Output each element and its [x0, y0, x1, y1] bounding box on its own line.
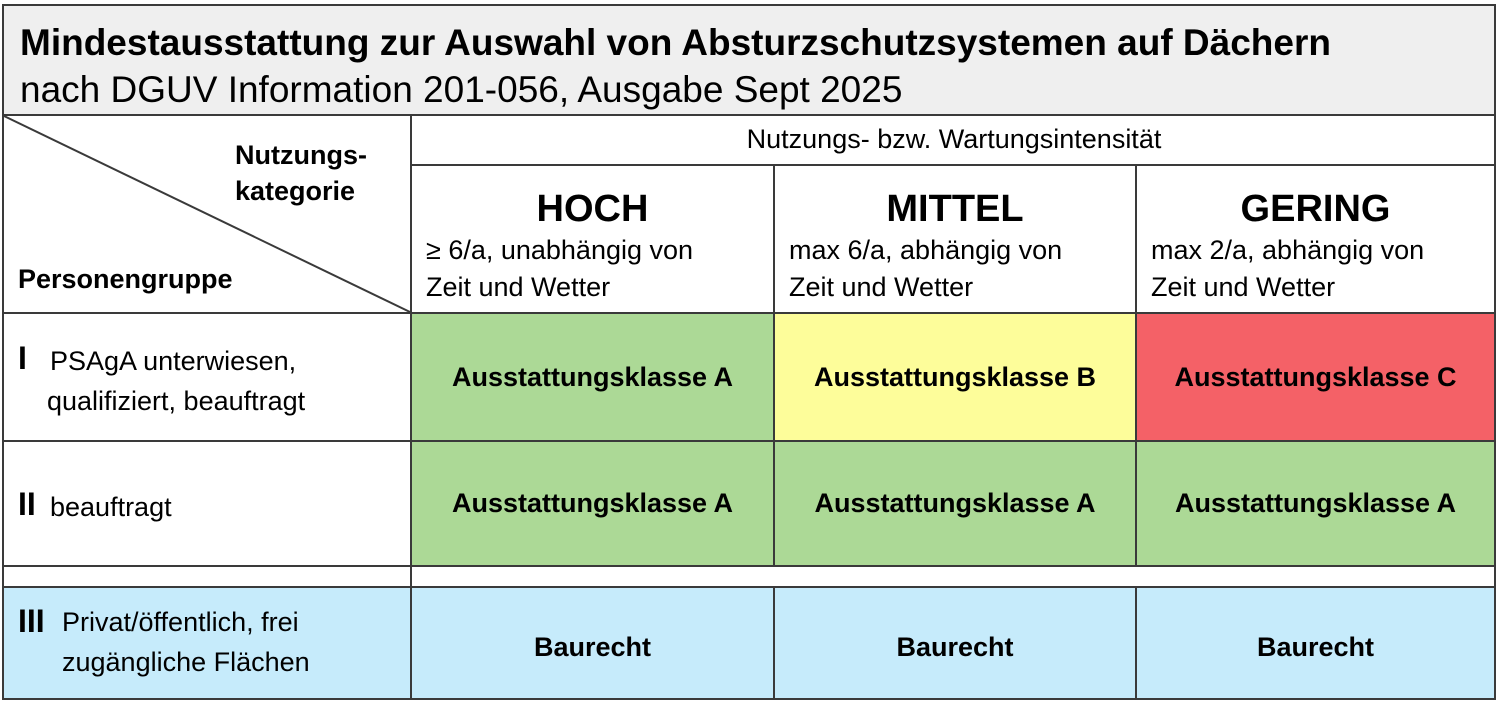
corner-label-personengruppe: Personengruppe	[18, 264, 233, 294]
column-desc-hoch-1: ≥ 6/a, unabhängig von	[426, 235, 694, 265]
row1-roman: I	[18, 340, 27, 376]
cell-row1-mittel: Ausstattungsklasse B	[775, 314, 1135, 440]
column-desc-hoch-2: Zeit und Wetter	[426, 272, 611, 302]
cell-row3-hoch: Baurecht	[412, 588, 773, 698]
column-header-gering: GERING	[1240, 188, 1391, 230]
cell-row1-gering: Ausstattungsklasse C	[1137, 314, 1494, 440]
row2-roman: II	[18, 486, 36, 522]
row3-label-1: Privat/öffentlich, frei	[62, 607, 299, 637]
cell-row2-hoch: Ausstattungsklasse A	[412, 442, 773, 565]
column-header-mittel: MITTEL	[886, 188, 1024, 230]
page-title: Mindestausstattung zur Auswahl von Absturzschutzsystemen auf Dächern	[20, 22, 1331, 63]
cell-row2-mittel: Ausstattungsklasse A	[775, 442, 1135, 565]
column-desc-gering-1: max 2/a, abhängig von	[1151, 235, 1425, 265]
intensity-header: Nutzungs- bzw. Wartungsintensität	[746, 124, 1162, 154]
column-desc-mittel-2: Zeit und Wetter	[789, 272, 974, 302]
row3-label-2: zugängliche Flächen	[62, 647, 310, 677]
column-header-hoch: HOCH	[536, 188, 649, 230]
cell-row3-mittel: Baurecht	[775, 588, 1135, 698]
column-desc-mittel-1: max 6/a, abhängig von	[789, 235, 1063, 265]
row1-label-2: qualifiziert, beauftragt	[47, 386, 306, 416]
corner-label-nutzungs: Nutzungs-	[235, 140, 367, 170]
page-subtitle: nach DGUV Information 201-056, Ausgabe Sept 2025	[20, 69, 903, 110]
row1-label-1: PSAgA unterwiesen,	[50, 346, 297, 376]
cell-row3-gering: Baurecht	[1137, 588, 1494, 698]
cell-row2-gering: Ausstattungsklasse A	[1137, 442, 1494, 565]
column-desc-gering-2: Zeit und Wetter	[1151, 272, 1336, 302]
cell-row1-hoch: Ausstattungsklasse A	[412, 314, 773, 440]
row3-roman: III	[18, 603, 45, 639]
row2-label-1: beauftragt	[50, 492, 172, 522]
corner-label-kategorie: kategorie	[235, 176, 356, 206]
